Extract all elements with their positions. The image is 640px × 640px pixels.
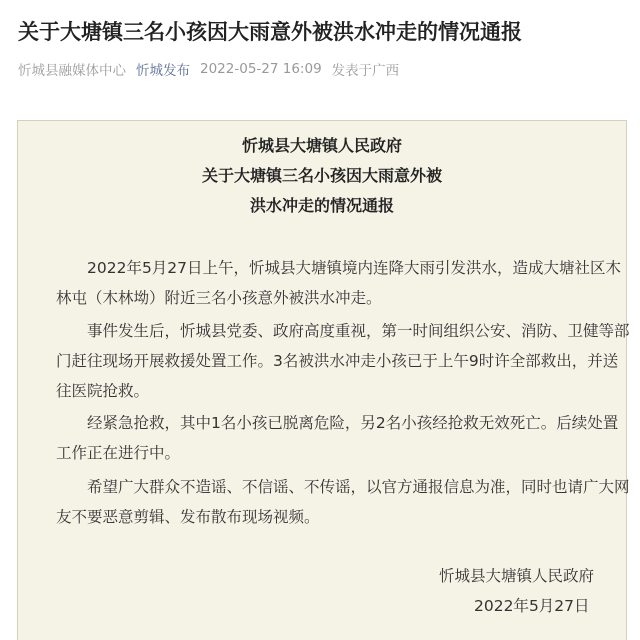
notice-heading-line-2: 洪水冲走的情况通报 — [249, 196, 394, 215]
paragraph-line: 经紧急抢救，其中1名小孩已脱离危险，另2名小孩经抢救无效死亡。后续处置 — [87, 414, 619, 432]
paragraph-line: 2022年5月27日上午，忻城县大塘镇境内连降大雨引发洪水，造成大塘社区木 — [87, 259, 622, 277]
notice-paragraph-3 — [56, 408, 619, 468]
notice-issuer: 忻城县大塘镇人民政府 — [241, 136, 402, 155]
paragraph-line: 事件发生后，忻城县党委、政府高度重视，第一时间组织公安、消防、卫健等部 — [87, 322, 630, 340]
notice-signature: 忻城县大塘镇人民政府 — [439, 567, 595, 585]
paragraph-line: 往医院抢救。 — [56, 382, 150, 400]
notice-paragraph-1 — [56, 253, 622, 313]
notice-document — [17, 120, 630, 640]
publish-time: 2022-05-27 16:09 — [200, 61, 322, 77]
paragraph-line: 友不要恶意剪辑、发布散布现场视频。 — [56, 508, 320, 526]
article-title: 关于大塘镇三名小孩因大雨意外被洪水冲走的情况通报 — [18, 20, 522, 44]
article-meta — [18, 58, 409, 80]
paragraph-line: 希望广大群众不造谣、不信谣、不传谣，以官方通报信息为准，同时也请广大网 — [87, 478, 630, 496]
account-link[interactable]: 忻城发布 — [136, 63, 190, 79]
paragraph-line: 门赶往现场开展救援处置工作。3名被洪水冲走小孩已于上午9时许全部救出，并送 — [56, 352, 619, 370]
notice-date: 2022年5月27日 — [474, 597, 590, 615]
publish-location: 发表于广西 — [331, 63, 400, 79]
notice-paragraph-2 — [56, 316, 630, 406]
paragraph-line: 林屯（木林坳）附近三名小孩意外被洪水冲走。 — [56, 289, 382, 307]
notice-paragraph-4 — [56, 472, 630, 532]
notice-heading-line-1: 关于大塘镇三名小孩因大雨意外被 — [201, 166, 442, 185]
source-name: 忻城县融媒体中心 — [18, 63, 126, 79]
paragraph-line: 工作正在进行中。 — [56, 444, 181, 462]
